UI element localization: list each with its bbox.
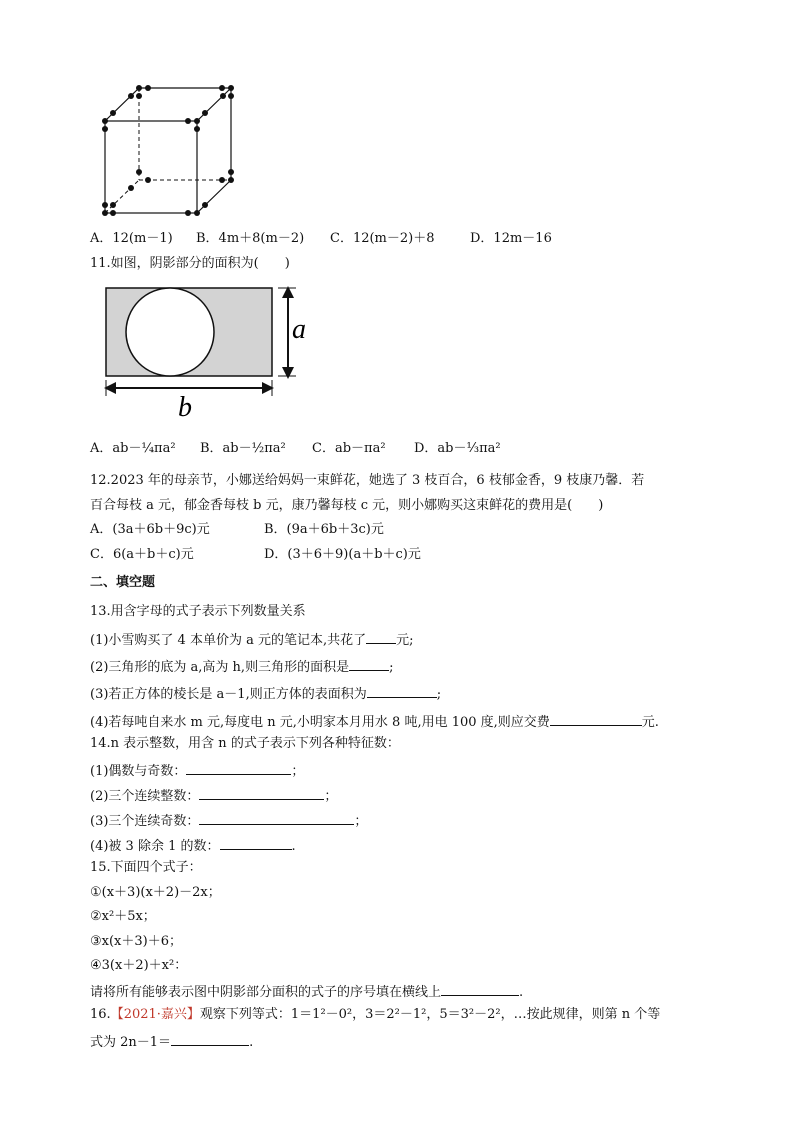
rectangle-circle-figure [98,282,328,422]
q13-part4 [90,711,659,732]
q15-expr4: ④3(x＋2)＋x²： [90,958,188,973]
q14-part2-blank[interactable] [199,785,324,800]
q13-stem: 13.用含字母的式子表示下列数量关系 [90,604,306,619]
q16-source-tag: 【2021·嘉兴】 [110,1007,200,1022]
q16-end: . [249,1035,254,1050]
q16-text: 观察下列等式：1＝1²－0²，3＝2²－1²，5＝3²－2²，…按此规律，则第 n 个等 [199,1007,661,1022]
q15-answer-blank[interactable] [441,981,519,996]
q12-line2: 百合每枝 a 元，郁金香每枝 b 元，康乃馨每枝 c 元，则小娜购买这束鲜花的费用是( ) [90,498,604,513]
q13-part2-end: ; [389,660,394,675]
q15-question [90,981,523,1002]
q13-part3-text: (3)若正方体的棱长是 a－1,则正方体的表面积为 [90,687,367,702]
q13-part1-blank[interactable] [366,629,396,644]
section-title: 二、填空题 [90,575,156,590]
q14-part1-end: ； [291,764,305,779]
q13-part2 [90,656,393,677]
q15-expr2: ②x²＋5x； [90,909,156,924]
q12-option-c[interactable]: C．6(a＋b＋c)元 [90,547,194,562]
q11-option-d[interactable]: D．ab－⅓πa² [414,441,501,456]
q10-option-c[interactable]: C．12(m－2)＋8 [330,231,435,246]
q14-part1-blank[interactable] [186,760,291,775]
q14-part1 [90,760,304,781]
q13-part1 [90,629,414,650]
q15-question-text: 请将所有能够表示图中阴影部分面积的式子的序号填在横线上 [90,985,442,1000]
q13-part1-unit: 元; [396,633,414,648]
q16-line2-text: 式为 2n－1＝ [90,1035,172,1050]
q10-option-d[interactable]: D．12m－16 [470,231,552,246]
q14-part1-text: (1)偶数与奇数： [90,764,187,779]
q14-part4-text: (4)被 3 除余 1 的数： [90,839,220,854]
label-b: b [178,392,192,422]
q16-number: 16. [90,1007,111,1022]
q14-part4-blank[interactable] [220,835,292,850]
q16-answer-blank[interactable] [171,1031,249,1046]
q13-part3 [90,683,441,704]
q13-part4-unit: 元. [641,715,659,730]
q13-part4-blank[interactable] [550,711,642,726]
q16-line1 [90,1006,660,1024]
q12-option-d[interactable]: D．(3＋6＋9)(a＋b＋c)元 [264,547,421,562]
q13-part4-text: (4)若每吨自来水 m 元,每度电 n 元,小明家本月用水 8 吨,用电 100 度,则应交费 [90,715,550,730]
q13-part1-text: (1)小雪购买了 4 本单价为 a 元的笔记本,共花了 [90,633,367,648]
label-a: a [292,314,306,345]
q14-part3-end: ； [354,814,368,829]
q15-expr1: ①(x＋3)(x＋2)－2x； [90,885,221,900]
q11-option-b[interactable]: B．ab－½πa² [200,441,286,456]
q13-part2-text: (2)三角形的底为 a,高为 h,则三角形的面积是 [90,660,350,675]
q14-part2 [90,785,337,806]
q12-option-b[interactable]: B．(9a＋6b＋3c)元 [264,522,384,537]
q10-option-b[interactable]: B．4m＋8(m－2) [196,231,305,246]
q12-option-a[interactable]: A．(3a＋6b＋9c)元 [90,522,210,537]
q14-part3-blank[interactable] [199,810,354,825]
q14-part4 [90,835,296,856]
q14-part4-end: . [291,839,296,854]
q15-end: . [519,985,524,1000]
q12-line1: 12.2023 年的母亲节，小娜送给妈妈一束鲜花，她选了 3 枝百合，6 枝郁金香，9 枝康乃馨．若 [90,473,645,488]
q10-option-a[interactable]: A．12(m－1) [90,231,173,246]
q15-stem: 15.下面四个式子： [90,860,202,875]
q11-stem: 11.如图，阴影部分的面积为( ) [90,256,290,271]
q14-part2-end: ； [324,789,338,804]
q14-part3 [90,810,367,831]
q13-part3-end: ; [436,687,442,702]
q14-part3-text: (3)三个连续奇数： [90,814,200,829]
cube-figure [96,82,246,222]
q13-part2-blank[interactable] [349,656,389,671]
q14-stem: 14.n 表示整数，用含 n 的式子表示下列各种特征数： [90,736,400,751]
q15-expr3: ③x(x＋3)＋6； [90,934,183,949]
q11-option-a[interactable]: A．ab－¼πa² [90,441,176,456]
q11-option-c[interactable]: C．ab－πa² [312,441,386,456]
q14-part2-text: (2)三个连续整数： [90,789,200,804]
q16-line2 [90,1031,253,1052]
q13-part3-blank[interactable] [367,683,437,698]
